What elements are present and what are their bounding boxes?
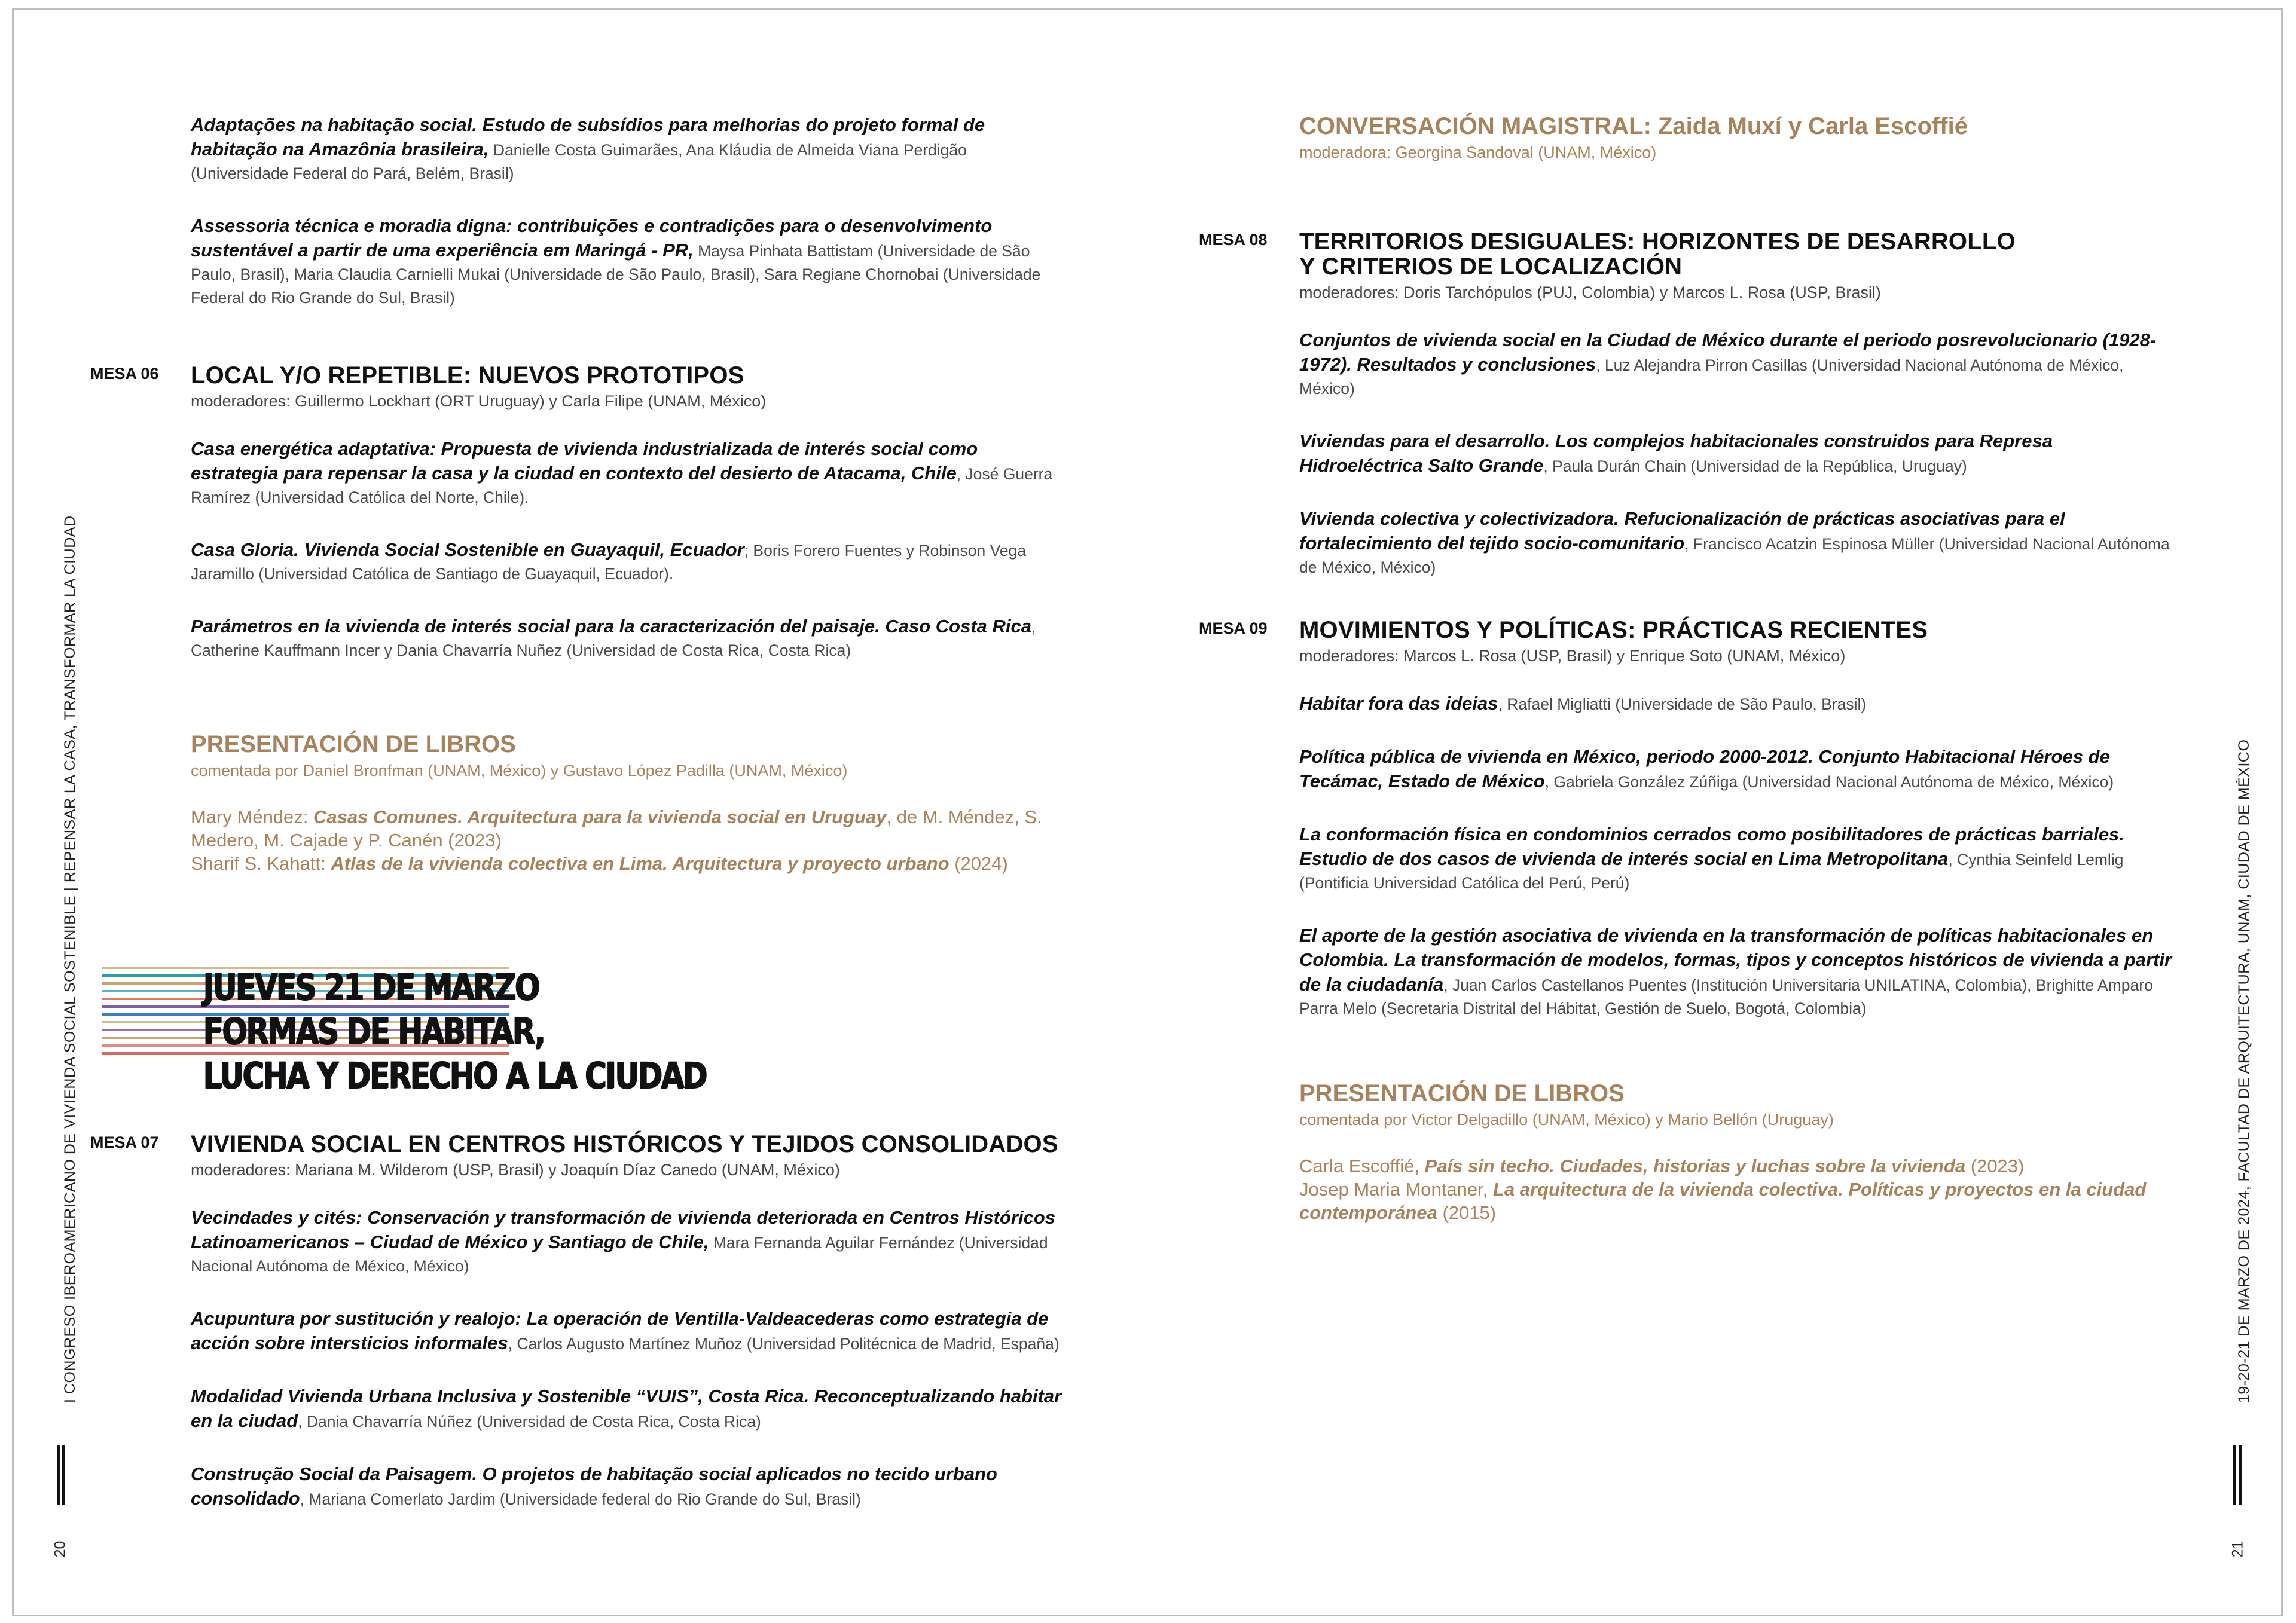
paper-entry (1299, 924, 2172, 1020)
paper-title: Construção Social da Paisagem. O projetos de habitação social aplicados no tecido urbano consolidado (191, 1463, 997, 1509)
book-author: Mary Méndez: (191, 806, 314, 827)
moderator: moderadora: Georgina Sandoval (UNAM, México) (1299, 143, 1657, 161)
mesa-title-line: Y CRITERIOS DE LOCALIZACIÓN (1299, 253, 1683, 280)
paper-title: Vivienda colectiva y colectivizadora. Refucionalización de prácticas asociativas para el fortalecimiento del tejido socio-comunitario (1299, 508, 2065, 554)
day-heading-line: LUCHA Y DERECHO A LA CIUDAD (203, 1055, 706, 1097)
paper-authors: , Juan Carlos Castellanos Puentes (Institución Universitaria UNILATINA, Colombia), Brighitte Amparo Parra Melo (Secretaria Distrital del Hábitat, Gestión de Suelo, Bogotá, Colombia) (1299, 976, 2153, 1017)
paper-entry (191, 1384, 1064, 1434)
paper-authors: , Francisco Acatzin Espinosa Müller (Universidad Nacional Autónoma de México, México) (1299, 535, 2170, 576)
page-number-left: 20 (51, 1541, 69, 1558)
book-details: (2015) (1437, 1202, 1497, 1223)
book-presentation-1 (191, 731, 1064, 875)
paper-title: Casa Gloria. Vivienda Social Sostenible en Guayaquil, Ecuador (191, 539, 744, 560)
paper-entry (191, 1307, 1064, 1356)
moderators: moderadores: Marcos L. Rosa (USP, Brasil) y Enrique Soto (UNAM, México) (1299, 647, 1846, 665)
paper-authors: Maysa Pinhata Battistam (Universidade de São Paulo, Brasil), Maria Claudia Carnielli Mukai (Universidade de São Paulo, Brasil), Sara Regiane Chornobai (Universidade Federal do Rio Grande do Sul, Brasil) (191, 242, 1041, 307)
paper-authors: , Catherine Kauffmann Incer y Dania Chavarría Nuñez (Universidad de Costa Rica, Costa Rica) (191, 618, 1036, 659)
paper-title: Modalidad Vivienda Urbana Inclusiva y Sostenible “VUIS”, Costa Rica. Reconceptualizando habitar en la ciudad (191, 1386, 1062, 1431)
mesa-label: MESA 06 (90, 365, 159, 383)
commentators: comentada por Daniel Bronfman (UNAM, México) y Gustavo López Padilla (UNAM, México) (191, 762, 848, 780)
moderators: moderadores: Guillermo Lockhart (ORT Uruguay) y Carla Filipe (UNAM, México) (191, 392, 767, 410)
mesa-label: MESA 08 (1199, 231, 1268, 249)
paper-entry (191, 214, 1064, 310)
mesa-title: MOVIMIENTOS Y POLÍTICAS: PRÁCTICAS RECIENTES (1299, 617, 1928, 643)
paper-entry (191, 615, 1064, 662)
paper-authors: , Dania Chavarría Núñez (Universidad de Costa Rica, Costa Rica) (298, 1413, 761, 1431)
section-title: PRESENTACIÓN DE LIBROS (1299, 1080, 1625, 1107)
paper-entry (191, 1462, 1064, 1511)
paper-entry (191, 538, 1064, 586)
paper-entry (1299, 328, 2172, 401)
paper-entry (191, 437, 1064, 509)
conversation-section (1299, 113, 2172, 187)
mesa-title (1299, 229, 2172, 279)
day-heading (203, 965, 706, 1098)
paper-authors: , Gabriela González Zúñiga (Universidad Nacional Autónoma de México, México) (1544, 773, 2114, 791)
paper-title: Adaptações na habitação social. Estudo de subsídios para melhorias do projeto formal de habitação na Amazônia brasileira, (191, 114, 985, 160)
book-title: La arquitectura de la vivienda colectiva. Políticas y proyectos en la ciudad contemporánea (1299, 1179, 2147, 1223)
book-presentation-2 (1299, 1080, 2172, 1224)
paper-authors: , Carlos Augusto Martínez Muñoz (Universidad Politécnica de Madrid, España) (508, 1335, 1060, 1353)
book-entry (191, 852, 1064, 875)
spine-bar-right (2239, 1445, 2242, 1505)
paper-entry (1299, 692, 2172, 716)
mesa-06-section (90, 362, 1064, 691)
moderators: moderadores: Doris Tarchópulos (PUJ, Colombia) y Marcos L. Rosa (USP, Brasil) (1299, 283, 1881, 301)
moderators: moderadores: Mariana M. Wilderom (USP, Brasil) y Joaquín Díaz Canedo (UNAM, México) (191, 1161, 840, 1179)
paper-title: Casa energética adaptativa: Propuesta de vivienda industrializada de interés social como estrategia para repensar la casa y la ciudad en contexto del desierto de Atacama, Chile (191, 438, 978, 484)
paper-authors: ; Boris Forero Fuentes y Robinson Vega Jaramillo (Universidad Católica de Santiago de Guayaquil, Ecuador). (191, 542, 1027, 583)
book-title: Atlas de la vivienda colectiva en Lima. Arquitectura y proyecto urbano (331, 853, 949, 874)
paper-authors: Danielle Costa Guimarães, Ana Kláudia de Almeida Viana Perdigão (Universidade Federal do Pará, Belém, Brasil) (191, 141, 967, 182)
book-author: Carla Escoffié, (1299, 1156, 1425, 1176)
paper-entry (1299, 507, 2172, 579)
paper-entry (1299, 429, 2172, 478)
book-entry (191, 805, 1064, 852)
paper-title: Assessoria técnica e moradia digna: contribuições e contradições para o desenvolvimento sustentável a partir de uma experiência em Maringá - PR, (191, 215, 993, 261)
day-heading-line: FORMAS DE HABITAR, (203, 1010, 544, 1053)
book-entry (1299, 1178, 2172, 1224)
section-title: PRESENTACIÓN DE LIBROS (191, 731, 516, 757)
paper-title: Vecindades y cités: Conservación y transformación de vivienda deteriorada en Centros Históricos Latinoamericanos – Ciudad de México y Santiago de Chile, (191, 1207, 1055, 1252)
paper-title: La conformación física en condominios cerrados como posibilitadores de prácticas barriales. Estudio de dos casos de vivienda de interés social en Lima Metropolitana (1299, 824, 2124, 869)
mesa-title-line: TERRITORIOS DESIGUALES: HORIZONTES DE DESARROLLO (1299, 228, 2016, 255)
paper-entry (1299, 823, 2172, 895)
page-number-right: 21 (2229, 1541, 2246, 1558)
paper-title: Viviendas para el desarrollo. Los complejos habitacionales construidos para Represa Hidroeléctrica Salto Grande (1299, 430, 2053, 476)
paper-title: Política pública de vivienda en México, periodo 2000-2012. Conjunto Habitacional Héroes de Tecámac, Estado de México (1299, 746, 2110, 791)
mesa-08-section (1199, 228, 2172, 608)
paper-authors: , Rafael Migliatti (Universidade de São Paulo, Brasil) (1498, 695, 1867, 713)
paper-authors: , Paula Durán Chain (Universidad de la República, Uruguay) (1543, 457, 1967, 475)
book-details: (2023) (1965, 1156, 2025, 1176)
paper-authors: , José Guerra Ramírez (Universidad Católica del Norte, Chile). (191, 465, 1053, 506)
paper-entry (1299, 745, 2172, 794)
paper-title: Habitar fora das ideias (1299, 693, 1498, 714)
mesa-07-section (90, 1131, 1064, 1540)
book-author: Sharif S. Kahatt: (191, 853, 331, 874)
paper-authors: Mara Fernanda Aguilar Fernández (Universidad Nacional Autónoma de México, México) (191, 1234, 1048, 1275)
mesa-title: VIVIENDA SOCIAL EN CENTROS HISTÓRICOS Y TEJIDOS CONSOLIDADOS (191, 1131, 1058, 1157)
book-details: (2024) (949, 853, 1008, 874)
mesa-title: LOCAL Y/O REPETIBLE: NUEVOS PROTOTIPOS (191, 362, 744, 389)
paper-title: Conjuntos de vivienda social en la Ciudad de México durante el periodo posrevolucionario (1928-1972). Resultados y conclusiones (1299, 329, 2157, 375)
paper-authors: , Cynthia Seinfeld Lemlig (Pontificia Universidad Católica del Perú, Perú) (1299, 851, 2124, 892)
paper-title: El aporte de la gestión asociativa de vivienda en la transformación de políticas habitacionales en Colombia. La transformación de modelos, formas, tipos y conceptos históricos de vivienda a partir de la ciudadanía (1299, 925, 2172, 995)
paper-entry (191, 1206, 1064, 1278)
book-author: Josep Maria Montaner, (1299, 1179, 1493, 1200)
commentators: comentada por Victor Delgadillo (UNAM, México) y Mario Bellón (Uruguay) (1299, 1111, 1834, 1129)
left-running-title: I CONGRESO IBEROAMERICANO DE VIVIENDA SOCIAL SOSTENIBLE | REPENSAR LA CASA, TRANSFORMAR LA CIUDAD (62, 515, 78, 1403)
day-heading-line: JUEVES 21 DE MARZO (203, 966, 539, 1008)
spine-bar-left (57, 1445, 60, 1505)
book-title: País sin techo. Ciudades, historias y luchas sobre la vivienda (1424, 1156, 1966, 1176)
book-details: , de M. Méndez, S. Medero, M. Cajade y P. Canén (2023) (191, 806, 1042, 851)
mesa-label: MESA 09 (1199, 619, 1268, 637)
paper-title: Acupuntura por sustitución y realojo: La operación de Ventilla-Valdeacederas como estrategia de acción sobre intersticios informales (191, 1308, 1049, 1353)
conversation-title: CONVERSACIÓN MAGISTRAL: Zaida Muxí y Carla Escoffié (1299, 113, 1968, 139)
left-column (191, 113, 1064, 338)
paper-authors: , Luz Alejandra Pirron Casillas (Universidad Nacional Autónoma de México, México) (1299, 356, 2124, 398)
document-spread (12, 8, 2283, 1616)
paper-authors: , Mariana Comerlato Jardim (Universidade federal do Rio Grande do Sul, Brasil) (300, 1490, 861, 1508)
spine-bar-left (62, 1445, 65, 1505)
mesa-label: MESA 07 (90, 1133, 159, 1151)
right-running-title: 19-20-21 DE MARZO DE 2024, FACULTAD DE ARQUITECTURA, UNAM, CIUDAD DE MÉXICO (2236, 739, 2252, 1403)
mesa-09-section (1199, 617, 2172, 1049)
spine-bar-right (2233, 1445, 2236, 1505)
book-title: Casas Comunes. Arquitectura para la vivienda social en Uruguay (313, 806, 887, 827)
paper-entry (191, 113, 1064, 185)
book-entry (1299, 1154, 2172, 1178)
paper-title: Parámetros en la vivienda de interés social para la caracterización del paisaje. Caso Costa Rica (191, 616, 1031, 637)
